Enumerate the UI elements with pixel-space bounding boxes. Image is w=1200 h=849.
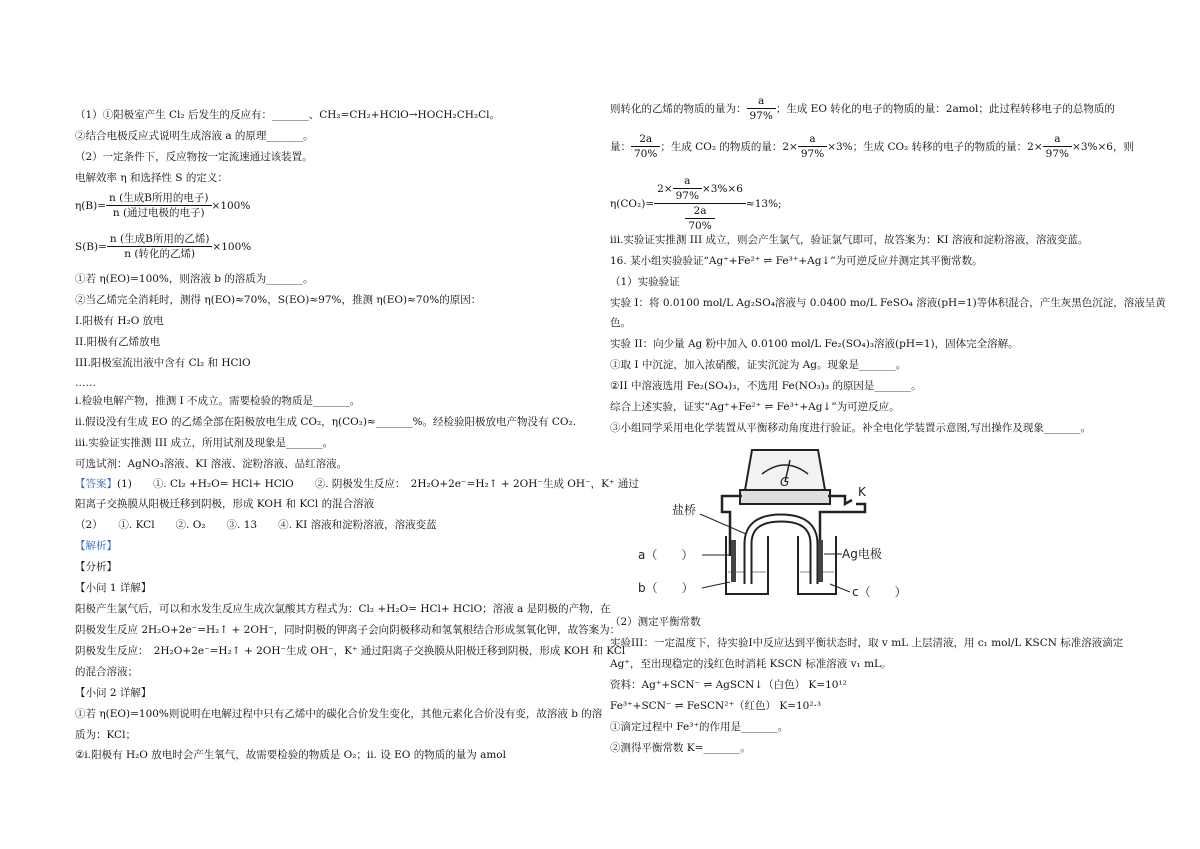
denominator: 70% bbox=[634, 148, 658, 160]
text: 量： bbox=[610, 141, 631, 153]
sub-q-1: ①取 I 中沉淀，加入浓硝酸，证实沉淀为 Ag。现象是_______。 bbox=[610, 359, 907, 371]
text: ×3%×6，则 bbox=[1072, 141, 1134, 153]
summary-line: 综合上述实验，证实“Ag⁺+Fe²⁺ ⇌ Fe³⁺+Ag↓”为可逆反应。 bbox=[610, 401, 900, 413]
ag-electrode bbox=[818, 540, 823, 582]
subq2-detail-label: 【小问 2 详解】 bbox=[75, 687, 152, 699]
numerator: a bbox=[673, 174, 702, 189]
s-denominator: n (转化的乙烯) bbox=[124, 248, 196, 260]
right-wire-switch bbox=[828, 496, 852, 504]
explanation-line-3: 阴极发生反应： 2H₂O+2e⁻=H₂↑ + 2OH⁻生成 OH⁻，K⁺ 通过阳离子交换膜从阳极迁移到阴极，形成 KOH 和 KCl bbox=[75, 645, 626, 657]
section-2-title: （2）测定平衡常数 bbox=[610, 616, 701, 628]
reason-2: II.阳极有乙烯放电 bbox=[75, 336, 161, 348]
label-c-pointer bbox=[830, 584, 850, 592]
text: ×3%；生成 CO₂ 转移的电子的物质的量：2× bbox=[827, 141, 1043, 153]
text: 2× bbox=[657, 182, 673, 195]
text: ≈13%; bbox=[745, 197, 782, 210]
part-ii: ii.假设没有生成 EO 的乙烯全部在阳极放电生成 CO₂，η(CO₂)≈_______%。经检验阳极放电产物没有 CO₂. bbox=[75, 416, 577, 428]
label-b: b（ ） bbox=[638, 581, 694, 595]
numerator: a bbox=[1043, 132, 1072, 147]
experiment-3b: Ag⁺，至出现稳定的浅红色时消耗 KSCN 标准溶液 v₁ mL。 bbox=[610, 658, 892, 670]
fenxi-label: 【分析】 bbox=[75, 561, 117, 573]
co2-efficiency-formula bbox=[610, 174, 782, 233]
explanation-line-5: ①若 η(EO)=100%则说明在电解过程中只有乙烯中的碳化合价发生变化，其他元素化合价没有变，故溶液 b 的溶 bbox=[75, 708, 603, 720]
question-1-line: （1）①阳极室产生 Cl₂ 后发生的反应有：_______、CH₂=CH₂+HClO→HOCH₂CH₂Cl。 bbox=[75, 109, 501, 121]
right-line-2 bbox=[610, 132, 1134, 161]
explanation-line-6: 质为：KCl； bbox=[75, 729, 136, 741]
salt-bridge bbox=[748, 518, 814, 584]
s-rhs: ×100% bbox=[212, 240, 252, 253]
sub-q-3: ③小组同学采用电化学装置从平衡移动角度进行验证。补全电化学装置示意图,写出操作及现象_______。 bbox=[610, 422, 1092, 434]
reason-3: III.阳极室流出液中含有 Cl₂ 和 HClO bbox=[75, 357, 251, 369]
sub-question-1: ①若 η(EO)=100%，则溶液 b 的溶质为_______。 bbox=[75, 273, 314, 285]
explanation-line-2: 阴极发生反应 2H₂O+2e⁻=H₂↑ + 2OH⁻，同时阴极的钾离子会向阴极移动和氢氧根结合形成氢氧化钾，故答案为： bbox=[75, 624, 621, 636]
explanation-line-7: ②i.阳极有 H₂O 放电时会产生氧气，故需要检验的物质是 O₂；ii. 设 EO 的物质的量为 amol bbox=[75, 749, 506, 761]
right-iii: iii.实验证实推测 III 成立，则会产生氯气，验证氯气即可，故答案为：KI 溶液和淀粉溶液，溶液变蓝。 bbox=[610, 234, 1089, 246]
co2-top bbox=[654, 174, 746, 204]
text: 则转化的乙烯的物质的量为： bbox=[610, 103, 747, 115]
explanation-line-1: 阳极产生氯气后，可以和水发生反应生成次氯酸其方程式为：Cl₂ +H₂O= HCl+ HClO；溶液 a 是阴极的产物，在 bbox=[75, 603, 611, 615]
question-16: 16. 某小组实验验证“Ag⁺+Fe²⁺ ⇌ Fe³⁺+Ag↓”为可逆反应并测定其平衡常数。 bbox=[610, 255, 983, 267]
subq1-detail-label: 【小问 1 详解】 bbox=[75, 582, 152, 594]
s-numerator: n (生成B所用的乙烯) bbox=[107, 232, 213, 247]
experiment-3: 实验III：一定温度下，待实验I中反应达到平衡状态时，取 v mL 上层清液，用 c₁ mol/L KSCN 标准溶液滴定 bbox=[610, 637, 1124, 649]
definition-line: 电解效率 η 和选择性 S 的定义： bbox=[75, 172, 228, 184]
text: ；生成 EO 转化的电子的物质的量：2amol；此过程转移电子的总物质的 bbox=[775, 103, 1115, 115]
left-electrode bbox=[731, 540, 736, 582]
apparatus-drawing bbox=[630, 444, 930, 604]
denominator: 97% bbox=[749, 110, 773, 122]
eta-formula bbox=[75, 191, 250, 220]
denominator: 97% bbox=[675, 190, 699, 202]
label-a: a（ ） bbox=[638, 548, 694, 562]
eta-rhs: ×100% bbox=[211, 199, 251, 212]
text: ；生成 CO₂ 的物质的量：2× bbox=[660, 141, 798, 153]
denominator: 97% bbox=[800, 148, 825, 160]
label-c: c（ ） bbox=[852, 585, 907, 599]
experiment-1b: 色。 bbox=[610, 317, 631, 329]
galvanometer-base bbox=[740, 490, 830, 504]
sub-question-2: ②当乙烯完全消耗时，测得 η(EO)≈70%，S(EO)≈97%，推测 η(EO)≈70%的原因： bbox=[75, 294, 482, 306]
experiment-2: 实验 II：向少量 Ag 粉中加入 0.0100 mol/L Fe₂(SO₄)₃溶液(pH=1)，固体完全溶解。 bbox=[610, 338, 1019, 350]
co2-bottom bbox=[654, 204, 746, 233]
answer-label: 【答案】 bbox=[75, 478, 117, 490]
data-line-1: 资料：Ag⁺+SCN⁻ ⇌ AgSCN↓（白色） K=10¹² bbox=[610, 679, 847, 691]
answer-line-1b: 阳离子交换膜从阳极迁移到阴极，形成 KOH 和 KCl 的混合溶液 bbox=[75, 498, 375, 510]
question-1b-line: ②结合电极反应式说明生成溶液 a 的原理_______。 bbox=[75, 130, 314, 142]
galvanometer-label: G bbox=[780, 475, 790, 489]
switch-label: K bbox=[858, 485, 866, 499]
section-1-title: （1）实验验证 bbox=[610, 276, 680, 288]
explanation-line-4: 的混合溶液； bbox=[75, 666, 138, 678]
eta-numerator: n (生成B所用的电子) bbox=[106, 191, 212, 206]
sub-q-5: ②测得平衡常数 K=_______。 bbox=[610, 742, 751, 754]
answer-line-2: （2） ①. KCl ②. O₂ ③. 13 ④. KI 溶液和淀粉溶液，溶液变蓝 bbox=[75, 519, 437, 531]
numerator: a bbox=[798, 132, 827, 147]
reagents-line: 可选试剂：AgNO₃溶液、KI 溶液、淀粉溶液、品红溶液。 bbox=[75, 458, 348, 470]
numerator: 2a bbox=[631, 132, 660, 147]
right-line-1 bbox=[610, 94, 1115, 123]
eta-denominator: n (通过电极的电子) bbox=[112, 207, 205, 219]
question-2-line: （2）一定条件下，反应物按一定流速通过该装置。 bbox=[75, 151, 313, 163]
numerator: a bbox=[747, 94, 776, 109]
selectivity-formula bbox=[75, 232, 251, 261]
analysis-label: 【解析】 bbox=[75, 540, 117, 552]
ag-electrode-label: Ag电极 bbox=[842, 547, 882, 561]
denominator: 97% bbox=[1045, 148, 1070, 160]
ellipsis: …… bbox=[75, 377, 96, 389]
eta-lhs: η(B)= bbox=[75, 199, 106, 212]
s-lhs: S(B)= bbox=[75, 240, 107, 253]
sub-q-4: ①滴定过程中 Fe³⁺的作用是_______。 bbox=[610, 721, 789, 733]
answer-line-1 bbox=[75, 477, 639, 491]
denominator: 70% bbox=[688, 220, 712, 232]
part-i: i.检验电解产物，推测 I 不成立。需要检验的物质是_______。 bbox=[75, 395, 361, 407]
reason-1: I.阳极有 H₂O 放电 bbox=[75, 315, 164, 327]
salt-bridge-pointer bbox=[700, 514, 746, 534]
electrochemical-apparatus-figure bbox=[630, 444, 930, 604]
data-line-2: Fe³⁺+SCN⁻ ⇌ FeSCN²⁺（红色） K=10²·³ bbox=[610, 700, 822, 712]
text: ×3%×6 bbox=[701, 182, 743, 195]
text: η(CO₂)= bbox=[610, 197, 655, 210]
sub-q-2: ②II 中溶液选用 Fe₂(SO₄)₃，不选用 Fe(NO₃)₃ 的原因是_______。 bbox=[610, 380, 922, 392]
experiment-1: 实验 I：将 0.0100 mol/L Ag₂SO₄溶液与 0.0400 mo/L FeSO₄ 溶液(pH=1)等体积混合，产生灰黑色沉淀，溶液呈黄 bbox=[610, 297, 1166, 309]
salt-bridge-label: 盐桥 bbox=[672, 503, 697, 517]
part-iii: iii.实验证实推测 III 成立，所用试剂及现象是_______。 bbox=[75, 437, 334, 449]
numerator: 2a bbox=[685, 204, 714, 219]
answer-part-1: (1) ①. Cl₂ +H₂O= HCl+ HClO ②. 阴极发生反应： 2H₂O+2e⁻=H₂↑ + 2OH⁻生成 OH⁻，K⁺ 通过 bbox=[117, 478, 639, 490]
